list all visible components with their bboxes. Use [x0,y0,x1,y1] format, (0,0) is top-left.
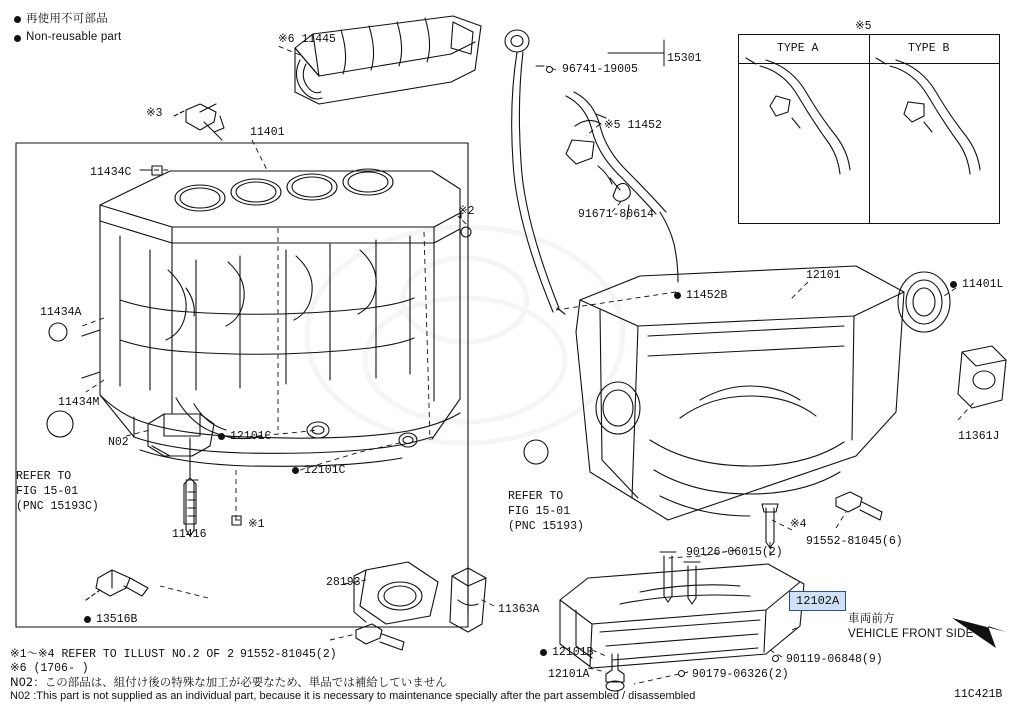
callout-c-90119[interactable]: 90119-06848(9) [786,653,883,666]
vehicle-front-en: VEHICLE FRONT SIDE [848,628,974,640]
callout-c-12101A[interactable]: 12101A [548,668,590,681]
callout-c-96741[interactable]: 96741-19005 [562,63,638,76]
callout-c-12101[interactable]: 12101 [806,269,841,282]
callout-c-91671[interactable]: 91671-80614 [578,208,654,221]
callout-c-x2[interactable]: ※2 [458,205,475,218]
callout-marker-c-90119 [772,655,779,662]
callout-c-11434A[interactable]: 11434A [40,306,82,319]
callout-c-15301[interactable]: 15301 [667,52,702,65]
type-inset-divider [869,34,870,224]
callout-c-x4[interactable]: ※4 [790,518,807,531]
callout-c-11434C[interactable]: 11434C [90,166,132,179]
refer-note-2-line1: REFER TO [508,490,564,503]
refer-note-1-line1: REFER TO [16,470,72,483]
footnote-3: N02：この部品は、組付け後の特殊な加工が必要なため、単品では補給していません [10,675,447,689]
legend-jp: 再使用不可部品 [26,11,108,25]
callout-c-28193[interactable]: 28193 [326,576,361,589]
callout-c-11434M[interactable]: 11434M [58,396,100,409]
callout-c-x1[interactable]: ※1 [248,518,265,531]
callout-c-N02[interactable]: N02 [108,436,129,449]
callout-c-11361J[interactable]: 11361J [958,430,1000,443]
callout-c-11363A[interactable]: 11363A [498,603,540,616]
callout-c-11445[interactable]: ※6 11445 [278,33,336,46]
callout-marker-c-12101C1 [218,433,225,440]
refer-note-1-line2: FIG 15-01 [16,485,79,498]
legend-en: Non-reusable part [26,31,122,43]
callout-c-12101B[interactable]: 12101B [552,646,594,659]
footnote-4: N02 :This part is not supplied as an individual part, because it is necessary to maintenance specially after the part assembled / disassembled [10,690,696,702]
callout-c-90126[interactable]: 90126-06015(2) [686,546,783,559]
callout-c-13516B[interactable]: 13516B [96,613,138,626]
callout-marker-c-90179 [678,670,685,677]
callout-c-12101C1[interactable]: 12101C [230,430,272,443]
refer-note-2-line2: FIG 15-01 [508,505,571,518]
callout-c-90179[interactable]: 90179-06326(2) [692,668,789,681]
refer-note-1-line3: (PNC 15193C) [16,500,99,513]
callout-c-11416[interactable]: 11416 [172,528,207,541]
callout-c-91552a[interactable]: 91552-81045(2) [240,648,337,661]
callout-marker-c-96741 [546,66,553,73]
highlighted-part-12102A[interactable]: 12102A [789,591,846,611]
type-b-label: TYPE B [908,42,950,55]
legend-bullet-en [14,35,21,42]
callout-c-x3[interactable]: ※3 [146,107,163,120]
refer-note-2-line3: (PNC 15193) [508,520,584,533]
callout-marker-c-12101C2 [292,467,299,474]
callout-c-11452B[interactable]: 11452B [686,289,728,302]
footnote-1: ※1～※4 REFER TO ILLUST NO.2 OF 2 [10,648,235,661]
callout-c-12101C2[interactable]: 12101C [304,464,346,477]
callout-marker-c-12101B [540,649,547,656]
callout-marker-c-11401L [950,281,957,288]
callout-marker-c-13516B [84,616,91,623]
callout-c-11401[interactable]: 11401 [250,126,285,139]
callout-c-11452[interactable]: ※5 11452 [604,119,662,132]
diagram-code: 11C421B [954,688,1003,701]
callout-marker-c-11452B [674,292,681,299]
type-a-label: TYPE A [777,42,819,55]
footnote-2: ※6 (1706- ) [10,662,89,675]
vehicle-front-jp: 車両前方 [848,611,895,625]
callout-c-11401L[interactable]: 11401L [962,278,1004,291]
callout-c-91552b[interactable]: 91552-81045(6) [806,535,903,548]
legend-bullet-jp [14,16,21,23]
type-box-ref: ※5 [855,20,872,33]
